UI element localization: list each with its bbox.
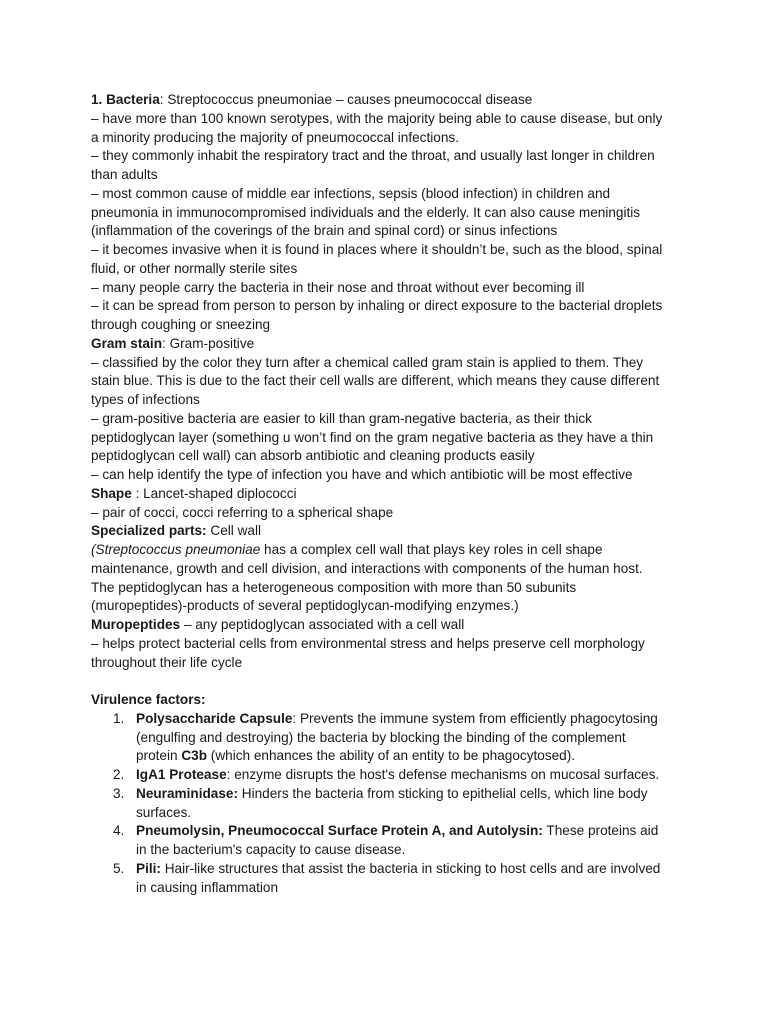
list-item-text: Hair-like structures that assist the bacteria in sticking to host cells and are involved — [160, 860, 661, 876]
specialized-parts-value: Cell wall — [206, 523, 261, 539]
list-item-line: in causing inflammation — [136, 879, 279, 895]
gram-stain-heading — [91, 335, 691, 354]
gram-stain-section — [91, 335, 691, 485]
bacteria-line: (inflammation of the coverings of the brain and spinal cord) or sinus infections — [91, 223, 558, 239]
list-item-text: These proteins aid — [542, 823, 659, 839]
specialized-parts-heading — [91, 522, 691, 541]
gram-stain-line: peptidoglycan cell wall) can absorb antibiotic and cleaning products easily — [91, 448, 535, 464]
list-item-term: Polysaccharide Capsule — [136, 710, 293, 726]
muropeptides-line: – helps protect bacterial cells from environmental stress and helps preserve cell morphology — [91, 635, 645, 651]
gram-stain-line: peptidoglycan layer (something u won’t find on the gram negative bacteria as they have a thin — [91, 429, 654, 445]
specialized-parts-text: has a complex cell wall that plays key roles in cell shape — [260, 542, 603, 557]
list-item-line — [136, 785, 691, 804]
list-item — [91, 766, 691, 785]
list-number: 1. — [113, 710, 125, 726]
bacteria-line: – they commonly inhabit the respiratory tract and the throat, and usually last longer in children — [91, 148, 655, 164]
list-item-term: Pili: — [136, 860, 161, 876]
specialized-parts-label: Specialized parts: — [91, 523, 207, 539]
bacteria-label: 1. Bacteria — [91, 92, 160, 107]
virulence-factors-list — [91, 710, 691, 898]
list-item-line — [136, 860, 691, 879]
list-item-text: (which enhances the ability of an entity to be phagocytosed). — [207, 748, 576, 764]
list-item-text: protein — [136, 748, 182, 764]
specialized-parts-line: maintenance, growth and cell division, and interactions with components of the human host. — [91, 560, 643, 576]
list-item-line — [136, 710, 691, 729]
shape-line: – pair of cocci, cocci referring to a spherical shape — [91, 504, 394, 520]
bacteria-line: through coughing or sneezing — [91, 317, 271, 332]
list-item-line: in the bacterium's capacity to cause disease. — [136, 842, 406, 857]
bacteria-line: – it becomes invasive when it is found in places where it shouldn’t be, such as the blood, spinal — [91, 242, 663, 257]
shape-value: : Lancet-shaped diplococci — [131, 485, 297, 501]
gram-stain-line: types of infections — [91, 392, 200, 407]
gram-stain-line: – classified by the color they turn after a chemical called gram stain is applied to them. They — [91, 354, 644, 370]
gram-stain-line: – can help identify the type of infection you have and which antibiotic will be most effective — [91, 467, 633, 482]
specialized-parts-section — [91, 522, 691, 616]
muropeptides-value: – any peptidoglycan associated with a cell wall — [180, 617, 465, 632]
gram-stain-label: Gram stain — [91, 335, 163, 351]
muropeptides-label: Muropeptides — [91, 617, 181, 632]
c3b-term: C3b — [181, 748, 208, 764]
blank-line — [91, 672, 691, 691]
list-number: 2. — [113, 767, 125, 782]
bacteria-line: than adults — [91, 167, 158, 182]
list-number: 5. — [113, 860, 125, 876]
list-item — [91, 822, 691, 860]
muropeptides-section — [91, 616, 691, 672]
specialized-parts-line: The peptidoglycan has a heterogeneous composition with more than 50 subunits — [91, 579, 577, 595]
bacteria-line: pneumonia in immunocompromised individuals and the elderly. It can also cause meningitis — [91, 204, 641, 220]
list-item-term: IgA1 Protease — [136, 767, 227, 782]
list-item-text: : enzyme disrupts the host's defense mechanisms on mucosal surfaces. — [226, 767, 660, 782]
list-item-text: : Prevents the immune system from efficiently phagocytosing — [292, 710, 658, 726]
bacteria-line: – many people carry the bacteria in their nose and throat without ever becoming ill — [91, 279, 585, 295]
list-item — [91, 710, 691, 766]
bacteria-heading — [91, 91, 691, 110]
list-item — [91, 860, 691, 898]
species-name-italic: (Streptococcus pneumoniae — [91, 542, 261, 557]
gram-stain-line: stain blue. This is due to the fact their cell walls are different, which means they cause different — [91, 373, 660, 389]
list-item-term: Pneumolysin, Pneumococcal Surface Protein A, and Autolysin: — [136, 823, 543, 839]
gram-stain-line: – gram-positive bacteria are easier to kill than gram-negative bacteria, as their thick — [91, 410, 592, 426]
virulence-factors-heading: Virulence factors: — [91, 692, 206, 707]
list-item-term: Neuraminidase: — [136, 785, 238, 801]
bacteria-section — [91, 91, 691, 335]
bacteria-line: a minority producing the majority of pneumococcal infections. — [91, 129, 459, 145]
muropeptides-heading — [91, 616, 691, 635]
list-item — [91, 785, 691, 823]
virulence-factors-section — [91, 691, 691, 897]
list-item-line — [136, 822, 691, 841]
bacteria-line: fluid, or other normally sterile sites — [91, 260, 298, 276]
list-item-text: Hinders the bacteria from sticking to epithelial cells, which line body — [238, 785, 648, 801]
list-item-line: (engulfing and destroying) the bacteria by blocking the binding of the complement — [136, 729, 626, 745]
list-item-line: surfaces. — [136, 804, 192, 820]
specialized-parts-line: (muropeptides)-products of several peptidoglycan-modifying enzymes.) — [91, 598, 519, 614]
bacteria-line: – have more than 100 known serotypes, with the majority being able to cause disease, but only — [91, 110, 663, 126]
list-item-line — [136, 747, 691, 766]
bacteria-line: – most common cause of middle ear infections, sepsis (blood infection) in children and — [91, 185, 611, 201]
document-body — [91, 91, 691, 897]
shape-label: Shape — [91, 485, 132, 501]
bacteria-value: : Streptococcus pneumoniae – causes pneumococcal disease — [159, 92, 533, 107]
bacteria-line: – it can be spread from person to person by inhaling or direct exposure to the bacterial droplets — [91, 298, 663, 314]
shape-section — [91, 485, 691, 523]
list-number: 3. — [113, 785, 125, 801]
list-number: 4. — [113, 823, 125, 839]
list-item-line — [136, 766, 691, 785]
shape-heading — [91, 485, 691, 504]
muropeptides-line: throughout their life cycle — [91, 654, 243, 670]
specialized-parts-line — [91, 541, 691, 560]
gram-stain-value: : Gram-positive — [162, 335, 255, 351]
